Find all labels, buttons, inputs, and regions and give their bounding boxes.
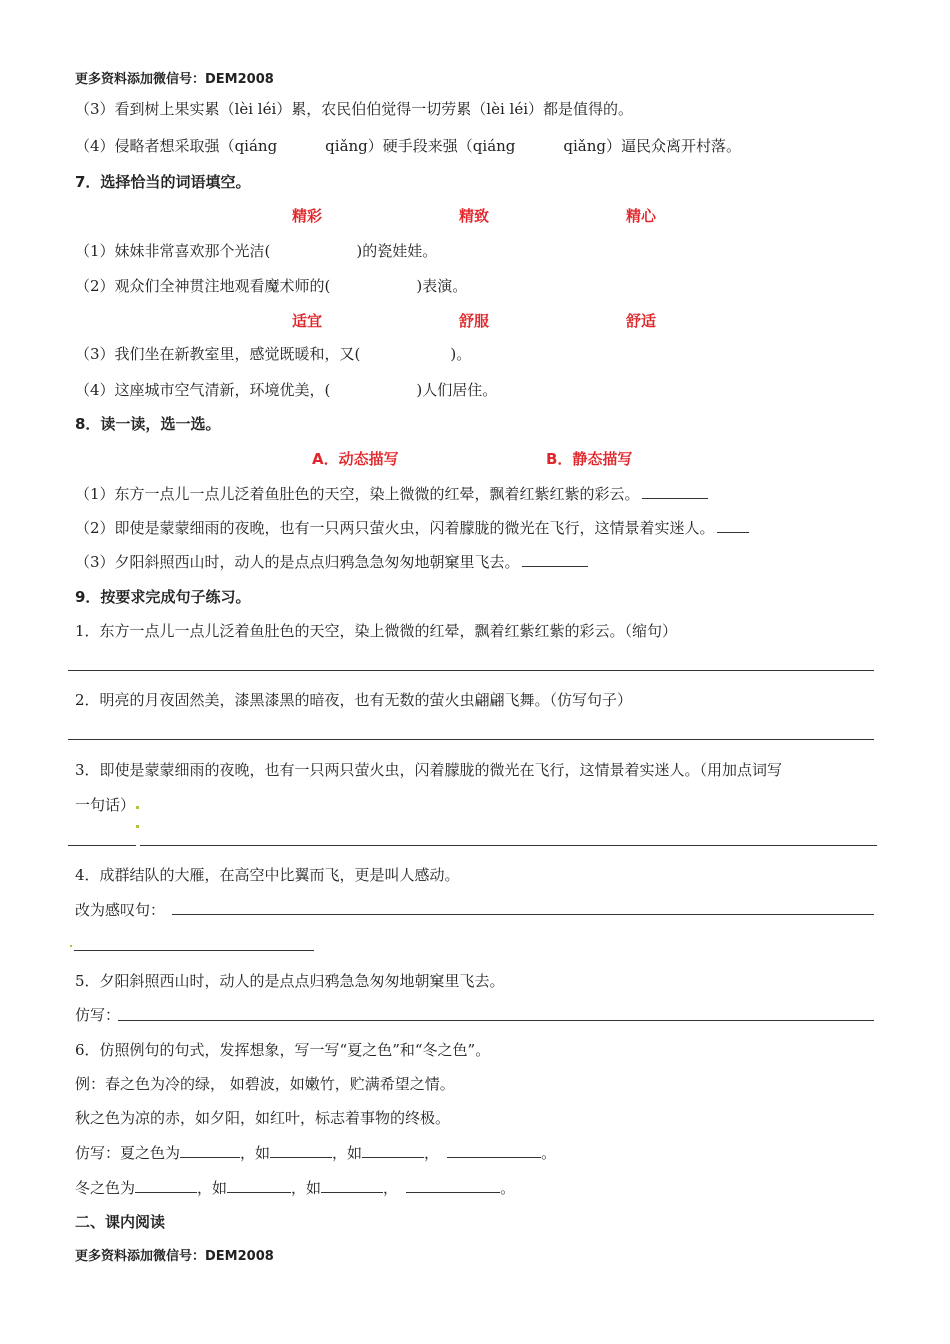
- q9-answer-line-4[interactable]: [172, 914, 874, 915]
- q6-char-lei-1: 累: [204, 100, 220, 118]
- q8-answer-1[interactable]: [642, 484, 708, 499]
- q7-sentence-1-a: （1）妹妹非常喜欢那个光洁(: [75, 242, 271, 260]
- q9-summer-blank-4[interactable]: [447, 1143, 541, 1158]
- q8-sentence-2: [75, 518, 749, 538]
- q7-word-5: 舒服: [459, 312, 490, 330]
- q9-item-2: 2．明亮的月夜固然美，漆黑漆黑的暗夜，也有无数的萤火虫翩翩飞舞。（仿写句子）: [75, 691, 633, 709]
- q9-summer-end: 。: [541, 1144, 557, 1162]
- q6-item-4: [75, 136, 741, 156]
- q9-answer-line-3a[interactable]: [68, 845, 136, 846]
- q6-char-lei-2: 累: [456, 100, 472, 118]
- q7-sentence-3: [75, 344, 471, 364]
- q6-char-qiang-1: 强: [204, 137, 220, 155]
- q9-item-5: 5．夕阳斜照西山时，动人的是点点归鸦急急匆匆地朝窠里飞去。: [75, 972, 505, 990]
- q7-sentence-1-b: )的瓷娃娃。: [356, 242, 438, 260]
- q9-summer-blank-2[interactable]: [270, 1143, 332, 1158]
- q9-item-3-line-2: 一句话）: [75, 796, 136, 814]
- q9-winter-blank-3[interactable]: [321, 1178, 383, 1193]
- q6-item-4-text-e: qiǎng）逼民众离开村落。: [563, 137, 742, 155]
- q9-title: 9．按要求完成句子练习。: [75, 588, 251, 606]
- q6-item-4-pinyin-2: （qiáng: [457, 137, 516, 155]
- section-2-title: 二、课内阅读: [75, 1213, 166, 1231]
- q9-winter-sep-1: ，如: [197, 1179, 228, 1197]
- q9-winter-blank-1[interactable]: [135, 1178, 197, 1193]
- q9-summer-sep-1: ，如: [240, 1144, 271, 1162]
- q6-item-4-text-a: （4）侵略者想采取: [75, 137, 205, 155]
- q7-word-4: 适宜: [292, 312, 323, 330]
- q9-item-4-label: 改为感叹句：: [75, 901, 166, 919]
- q7-sentence-4: [75, 380, 497, 400]
- q9-winter-sep-3: ，: [383, 1179, 399, 1197]
- emphasis-dot: [136, 806, 139, 809]
- q9-summer-sep-2: ，如: [332, 1144, 363, 1162]
- q9-example: 例：春之色为冷的绿， 如碧波，如嫩竹，贮满希望之情。: [75, 1075, 455, 1093]
- q6-item-3-text-c: （lèi léi）都是值得的。: [471, 100, 634, 118]
- emphasis-dot: [136, 825, 139, 828]
- q9-winter-blank-2[interactable]: [227, 1178, 291, 1193]
- q7-sentence-4-a: （4）这座城市空气清新，环境优美，(: [75, 381, 331, 399]
- q7-word-3: 精心: [626, 207, 657, 225]
- q8-sentence-1: [75, 484, 708, 504]
- q7-word-1: 精彩: [292, 207, 323, 225]
- q8-sentence-3: [75, 552, 588, 572]
- q9-autumn: 秋之色为凉的赤，如夕阳，如红叶，标志着事物的终极。: [75, 1109, 451, 1127]
- footer-note: 更多资料添加微信号：DEM2008: [75, 1249, 274, 1264]
- q6-item-3: [75, 99, 633, 119]
- q9-item-6: 6．仿照例句的句式，发挥想象，写一写“夏之色”和“冬之色”。: [75, 1041, 491, 1059]
- q9-winter: [75, 1178, 515, 1198]
- q6-item-4-pinyin-1: （qiáng: [219, 137, 278, 155]
- q9-summer-label: 仿写：夏之色为: [75, 1144, 181, 1162]
- header-note: 更多资料添加微信号：DEM2008: [75, 72, 274, 87]
- q8-sentence-3-text: （3）夕阳斜照西山时，动人的是点点归鸦急急匆匆地朝窠里飞去。: [75, 553, 520, 571]
- q6-item-4-text-c: qiǎng）硬手段来: [325, 137, 443, 155]
- q6-item-3-text-a: （3）看到树上果实: [75, 100, 205, 118]
- q7-sentence-2-a: （2）观众们全神贯注地观看魔术师的(: [75, 277, 331, 295]
- q9-item-5-label: 仿写：: [75, 1006, 121, 1024]
- q7-sentence-3-a: （3）我们坐在新教室里，感觉既暖和，又(: [75, 345, 361, 363]
- q7-sentence-2-b: )表演。: [416, 277, 468, 295]
- q9-summer-blank-1[interactable]: [180, 1143, 240, 1158]
- q8-sentence-1-text: （1）东方一点儿一点儿泛着鱼肚色的天空，染上微微的红晕，飘着红紫红紫的彩云。: [75, 485, 640, 503]
- q8-option-b: B．静态描写: [546, 450, 633, 468]
- q8-option-a: A．动态描写: [312, 450, 399, 468]
- q9-winter-end: 。: [500, 1179, 516, 1197]
- q7-word-2: 精致: [459, 207, 490, 225]
- q9-summer-blank-3[interactable]: [362, 1143, 424, 1158]
- q9-summer: [75, 1143, 556, 1163]
- q7-title: 7．选择恰当的词语填空。: [75, 173, 251, 191]
- q8-sentence-2-text: （2）即使是蒙蒙细雨的夜晚，也有一只两只萤火虫，闪着朦胧的微光在飞行，这情景着实迷人。: [75, 519, 715, 537]
- emphasis-dot: [70, 945, 72, 947]
- q9-winter-blank-4[interactable]: [406, 1178, 500, 1193]
- q8-title: 8．读一读，选一选。: [75, 415, 221, 433]
- q9-answer-line-1[interactable]: [68, 670, 874, 671]
- q7-sentence-3-b: )。: [450, 345, 472, 363]
- q9-item-1: 1．东方一点儿一点儿泛着鱼肚色的天空，染上微微的红晕，飘着红紫红紫的彩云。（缩句）: [75, 622, 678, 640]
- q9-answer-line-3b[interactable]: [140, 845, 877, 846]
- q7-sentence-1: [75, 241, 437, 261]
- q6-char-qiang-2: 强: [442, 137, 458, 155]
- q6-item-3-text-b: （lèi léi）累，农民伯伯觉得一切劳: [219, 100, 457, 118]
- q7-sentence-2: [75, 276, 467, 296]
- q9-item-3-line-1: 3．即使是蒙蒙细雨的夜晚，也有一只两只萤火虫，闪着朦胧的微光在飞行，这情景着实迷人。（用加点词写: [75, 761, 783, 779]
- q9-winter-sep-2: ，如: [291, 1179, 322, 1197]
- q9-item-4: 4．成群结队的大雁，在高空中比翼而飞，更是叫人感动。: [75, 866, 460, 884]
- q8-answer-3[interactable]: [522, 552, 588, 567]
- q8-answer-2[interactable]: [717, 518, 749, 533]
- q9-answer-line-5[interactable]: [118, 1020, 874, 1021]
- q9-answer-line-4b[interactable]: [74, 950, 314, 951]
- q9-answer-line-2[interactable]: [68, 739, 874, 740]
- q7-sentence-4-b: )人们居住。: [416, 381, 498, 399]
- q7-word-6: 舒适: [626, 312, 657, 330]
- q9-summer-sep-3: ，: [424, 1144, 440, 1162]
- q9-winter-label: 冬之色为: [75, 1179, 136, 1197]
